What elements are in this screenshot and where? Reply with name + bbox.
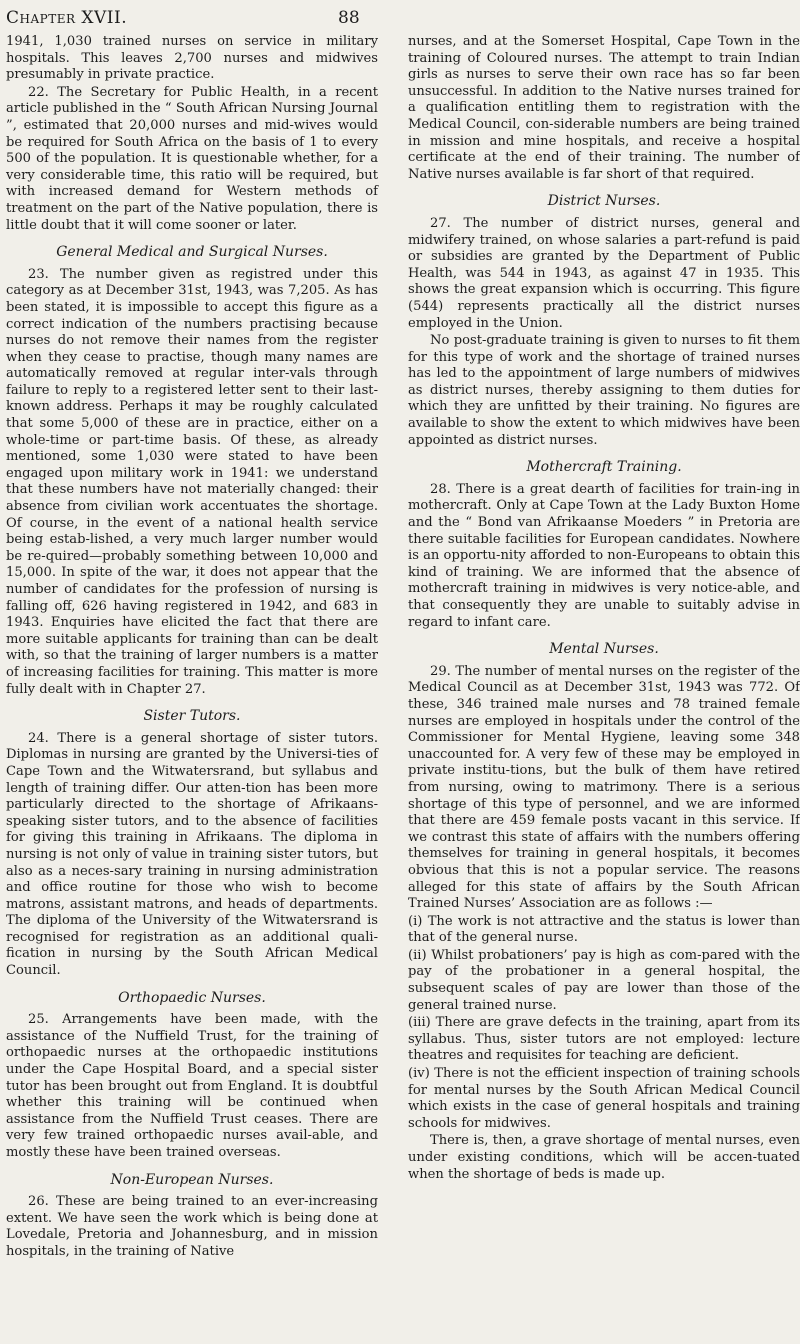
- list-item-iii: (iii) There are grave defects in the training, apart from its syllabus. Thus, sister tutors are not employed: lecture theatres and requisites for teaching are deficient.: [408, 1015, 800, 1064]
- list-item-iv: (iv) There is not the efficient inspection of training schools for mental nurses by the South African Medical Council which exists in the case of general hospitals and training schools for midwives.: [408, 1066, 800, 1131]
- list-item-ii: (ii) Whilst probationers’ pay is high as com-pared with the pay of the probationer in a general hospital, the subsequent scales of pay are lower than those of the general trained nurse.: [408, 947, 800, 1013]
- paragraph-28: 28. There is a great dearth of facilities for train-ing in mothercraft. Only at Cape Town at the Lady Buxton Home and the “ Bond van Afrikaanse Moeders ” in Pretoria are there suitable facilities for European candidates. Nowhere is an opportu-nity afforded to non-Europeans to obtain this kind of training. We are informed that the absence of mothercraft training in midwives is very notice-able, and that consequently they are unable to suitably advise in regard to infant care.: [408, 481, 800, 630]
- paragraph-final: There is, then, a grave shortage of mental nurses, even under existing conditions, which will be accen-tuated when the shortage of beds is made up.: [408, 1133, 800, 1182]
- paragraph-22: 22. The Secretary for Public Health, in a recent article published in the “ South African Nursing Journal ”, estimated that 20,000 nurses and mid-wives would be required for South Africa on the basis of 1 to every 500 of the population. It is questionable whether, for a very considerable time, this ratio will be required, but with increased demand for Western methods of treatment on the part of the Native population, there is little doubt that it will come sooner or later.: [6, 84, 378, 233]
- running-head: [0, 6, 800, 32]
- heading-general-medical: General Medical and Surgical Nurses.: [56, 244, 328, 261]
- paragraph-25: 25. Arrangements have been made, with the assistance of the Nuffield Trust, for the training of orthopaedic nurses at the orthopaedic institutions under the Cape Hospital Board, and a special sister tutor has been brought out from England. It is doubtful whether this training will be continued when assistance from the Nuffield Trust ceases. There are very few trained orthopaedic nurses avail-able, and mostly these have been trained overseas.: [6, 1012, 378, 1160]
- heading-mental: Mental Nurses.: [549, 641, 659, 658]
- paragraph-26: 26. These are being trained to an ever-increasing extent. We have seen the work which is being done at Lovedale, Pretoria and Johannesburg, and in mission hospitals, in the training of Native: [6, 1194, 378, 1259]
- paragraph-continued: nurses, and at the Somerset Hospital, Cape Town in the training of Coloured nurses. The attempt to train Indian girls as nurses to serve their own race has so far been unsuccessful. In addition to the Native nurses trained for a qualification entitling them to registration with the Medical Council, con-siderable numbers are being trained in mission and mine hospitals, and receive a hospital certificate at the end of their training. The number of Native nurses available is far short of that required.: [408, 34, 800, 182]
- heading-sister-tutors: Sister Tutors.: [143, 708, 241, 725]
- paragraph-intro: 1941, 1,030 trained nurses on service in military hospitals. This leaves 2,700 nurses and midwives presumably in private practice.: [6, 34, 378, 83]
- paragraph-23: 23. The number given as registred under this category as at December 31st, 1943, was 7,205. As has been stated, it is impossible to accept this figure as a correct indication of the numbers practising because nurses do not remove their names from the register when they cease to practise, though many names are automatically removed at regular inter-vals through failure to reply to a registered letter sent to their last-known address. Perhaps it may be roughly calculated that some 5,000 of these are in practice, either on a whole-time or part-time basis. Of these, as already mentioned, some 1,030 were stated to have been engaged upon military work in 1941: we understand that these numbers have not materially changed: their absence from civilian work accentuates the shortage. Of course, in the event of a national health service being estab-lished, a very much larger number would be re-quired—probably something between 10,000 and 15,000. In spite of the war, it does not appear that the number of candidates for the profession of nursing is falling off, 626 having registered in 1942, and 683 in 1943. Enquiries have elicited the fact that there are more suitable applicants for training than can be dealt with, so that the training of larger numbers is a matter of increasing facilities for training. This matter is more fully dealt with in Chapter 27.: [6, 266, 378, 697]
- heading-district: District Nurses.: [547, 193, 661, 210]
- paragraph-29: 29. The number of mental nurses on the register of the Medical Council as at December 31st, 1943 was 772. Of these, 346 trained male nurses and 78 trained female nurses are employed in hospitals under the control of the Commissioner for Mental Hygiene, leaving some 348 unaccounted for. A very few of these may be employed in private institu-tions, but the bulk of them have retired from nursing, owing to matrimony. There is a serious shortage of this type of personnel, and we are informed that there are 459 female posts vacant in this service. If we contrast this state of affairs with the numbers offering themselves for training in general hospitals, it becomes obvious that this is not a popular service. The reasons alleged for this state of affairs by the South African Trained Nurses’ Association are as follows :—: [408, 663, 800, 912]
- page-number: 88: [338, 8, 360, 28]
- heading-mothercraft: Mothercraft Training.: [526, 459, 682, 476]
- chapter-label: Chapter XVII.: [6, 8, 128, 28]
- left-column: [6, 34, 378, 1262]
- paragraph-27b: No post-graduate training is given to nurses to fit them for this type of work and the shortage of trained nurses has led to the appointment of large numbers of midwives as district nurses, thereby assigning to them duties for which they are unfitted by their training. No figures are available to show the extent to which midwives have been appointed as district nurses.: [408, 333, 800, 448]
- paragraph-24: 24. There is a general shortage of sister tutors. Diplomas in nursing are granted by the Universi-ties of Cape Town and the Witwatersrand, but syllabus and length of training differ. Our atten-tion has been more particularly directed to the shortage of Afrikaans-speaking sister tutors, and to the absence of facilities for giving this training in Afrikaans. The diploma in nursing is not only of value in training sister tutors, but also as a neces-sary training in nursing administration and office routine for those who wish to become matrons, assistant matrons, and heads of departments. The diploma of the University of the Witwatersrand is recognised for registration as an additional quali-fication in nursing by the South African Medical Council.: [6, 730, 378, 979]
- heading-orthopaedic: Orthopaedic Nurses.: [118, 989, 266, 1006]
- list-item-i: (i) The work is not attractive and the status is lower than that of the general nurse.: [408, 913, 800, 946]
- paragraph-27: 27. The number of district nurses, general and midwifery trained, on whose salaries a part-refund is paid or subsidies are granted by the Department of Public Health, was 544 in 1943, as against 47 in 1935. This shows the great expansion which is occurring. This figure (544) represents practically all the district nurses employed in the Union.: [408, 215, 800, 331]
- heading-non-european: Non-European Nurses.: [110, 1171, 274, 1188]
- right-column: [408, 34, 800, 1184]
